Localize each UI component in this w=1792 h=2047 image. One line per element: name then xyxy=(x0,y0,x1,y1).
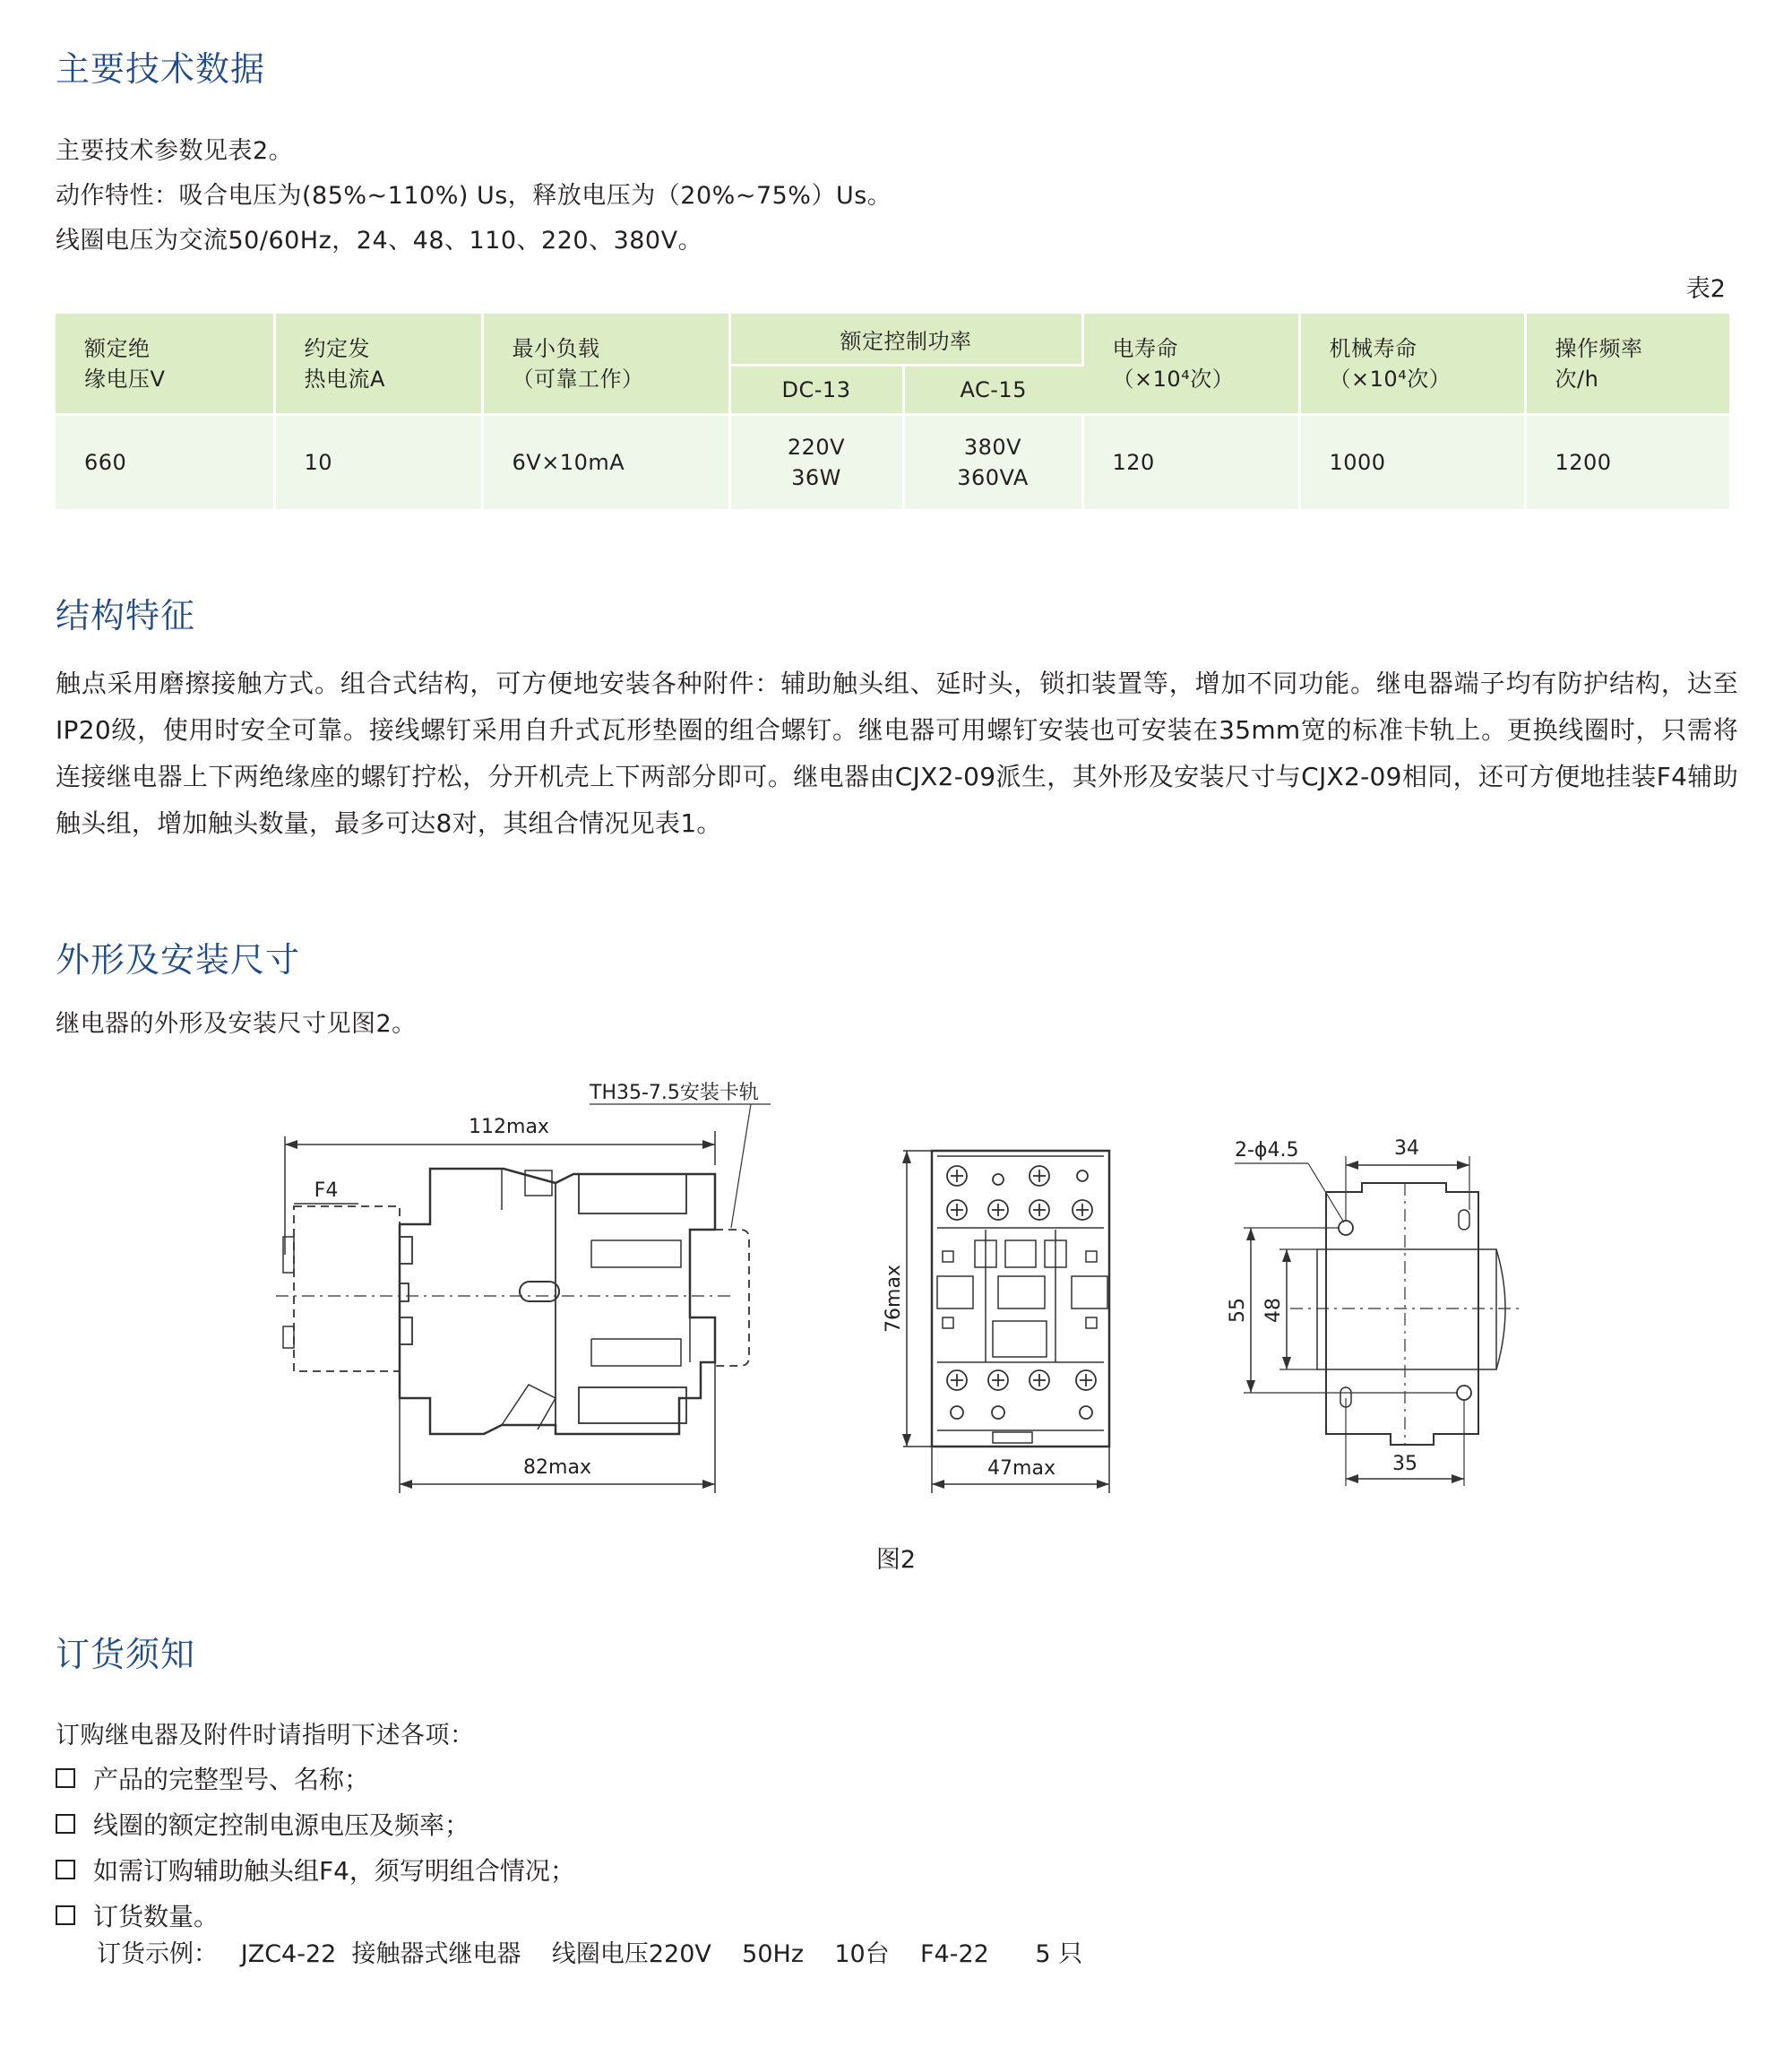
dim-34: 34 xyxy=(1394,1137,1419,1160)
list-item: 订货数量。 xyxy=(56,1894,575,1937)
label-rail: TH35-7.5安装卡轨 xyxy=(590,1082,759,1104)
dimensions-intro: 继电器的外形及安装尺寸见图2。 xyxy=(56,1010,417,1038)
spec-table xyxy=(56,314,1729,512)
tech-line-3: 线圈电压为交流50/60Hz，24、48、110、220、380V。 xyxy=(56,227,703,255)
header-frequency: 操作频率 次/h xyxy=(1525,314,1729,415)
dim-47max: 47max xyxy=(987,1457,1055,1480)
cell-insulation-voltage: 660 xyxy=(56,415,274,511)
header-dc13: DC-13 xyxy=(729,366,903,415)
dimension-drawing xyxy=(0,1067,1792,1586)
section-title-tech-data: 主要技术数据 xyxy=(56,49,266,89)
header-control-power: 额定控制功率 xyxy=(729,314,1082,366)
tech-line-1: 主要技术参数见表2。 xyxy=(56,137,294,165)
dim-55: 55 xyxy=(1227,1298,1249,1323)
section-title-structure: 结构特征 xyxy=(56,596,196,635)
header-min-load: 最小负载 （可靠工作） xyxy=(482,314,729,415)
table-row xyxy=(56,415,1729,511)
tech-line-2: 动作特性：吸合电压为(85%~110%) Us，释放电压为（20%~75%）Us。 xyxy=(56,182,892,210)
section-title-dimensions: 外形及安装尺寸 xyxy=(56,940,301,980)
order-example: 订货示例： JZC4-22 接触器式继电器 线圈电压220V 50Hz 10台 F4-22 5 只 xyxy=(97,1940,1083,1968)
table-caption: 表2 xyxy=(1685,275,1726,303)
mounting-view xyxy=(1227,1137,1523,1486)
list-item: 产品的完整型号、名称； xyxy=(56,1757,575,1800)
header-ac15: AC-15 xyxy=(903,366,1082,415)
list-item: 如需订购辅助触头组F4，须写明组合情况； xyxy=(56,1848,575,1891)
structure-paragraph: 触点采用磨擦接触方式。组合式结构，可方便地安装各种附件：辅助触头组、延时头，锁扣装置等，增加不同功能。继电器端子均有防护结构，达至IP20级，使用时安全可靠。接线螺钉采用自升式瓦形垫圈的组合螺钉。继电器可用螺钉安装也可安装在35mm宽的标准卡轨上。更换线圈时，只需将连接继电器上下两绝缘座的螺钉拧松，分开机壳上下两部分即可。继电器由CJX2-09派生，其外形及安装尺寸与CJX2-09相同，还可方便地挂装F4辅助触头组，增加触头数量，最多可达8对，其组合情况见表1。 xyxy=(56,669,1738,838)
checkbox[interactable] xyxy=(56,1768,75,1788)
checkbox[interactable] xyxy=(56,1814,75,1834)
section-title-ordering: 订货须知 xyxy=(56,1635,196,1674)
cell-frequency: 1200 xyxy=(1525,415,1729,511)
dim-76max: 76max xyxy=(883,1265,905,1333)
header-insulation-voltage: 额定绝 缘电压V xyxy=(56,314,274,415)
dim-35: 35 xyxy=(1392,1453,1417,1475)
ordering-checklist xyxy=(56,1757,575,1939)
front-view xyxy=(883,1151,1109,1493)
dim-112max: 112max xyxy=(469,1116,549,1138)
header-electrical-life: 电寿命 （×10⁴次） xyxy=(1082,314,1299,415)
tech-intro xyxy=(56,129,892,263)
cell-min-load: 6V×10mA xyxy=(482,415,729,511)
checkbox[interactable] xyxy=(56,1860,75,1879)
dim-82max: 82max xyxy=(523,1456,591,1479)
header-thermal-current: 约定发 热电流A xyxy=(274,314,482,415)
list-item: 线圈的额定控制电源电压及频率； xyxy=(56,1802,575,1845)
cell-mechanical-life: 1000 xyxy=(1299,415,1525,511)
cell-dc13: 220V 36W xyxy=(729,415,903,511)
cell-ac15: 380V 360VA xyxy=(903,415,1082,511)
cell-thermal-current: 10 xyxy=(274,415,482,511)
label-holes: 2-ϕ4.5 xyxy=(1235,1139,1299,1162)
cell-electrical-life: 120 xyxy=(1082,415,1299,511)
header-mechanical-life: 机械寿命 （×10⁴次） xyxy=(1299,314,1525,415)
side-view xyxy=(276,1082,771,1493)
label-f4: F4 xyxy=(314,1179,339,1202)
ordering-intro: 订购继电器及附件时请指明下述各项： xyxy=(56,1722,475,1749)
dim-48: 48 xyxy=(1262,1298,1285,1323)
checkbox[interactable] xyxy=(56,1905,75,1925)
figure-caption: 图2 xyxy=(875,1546,917,1574)
